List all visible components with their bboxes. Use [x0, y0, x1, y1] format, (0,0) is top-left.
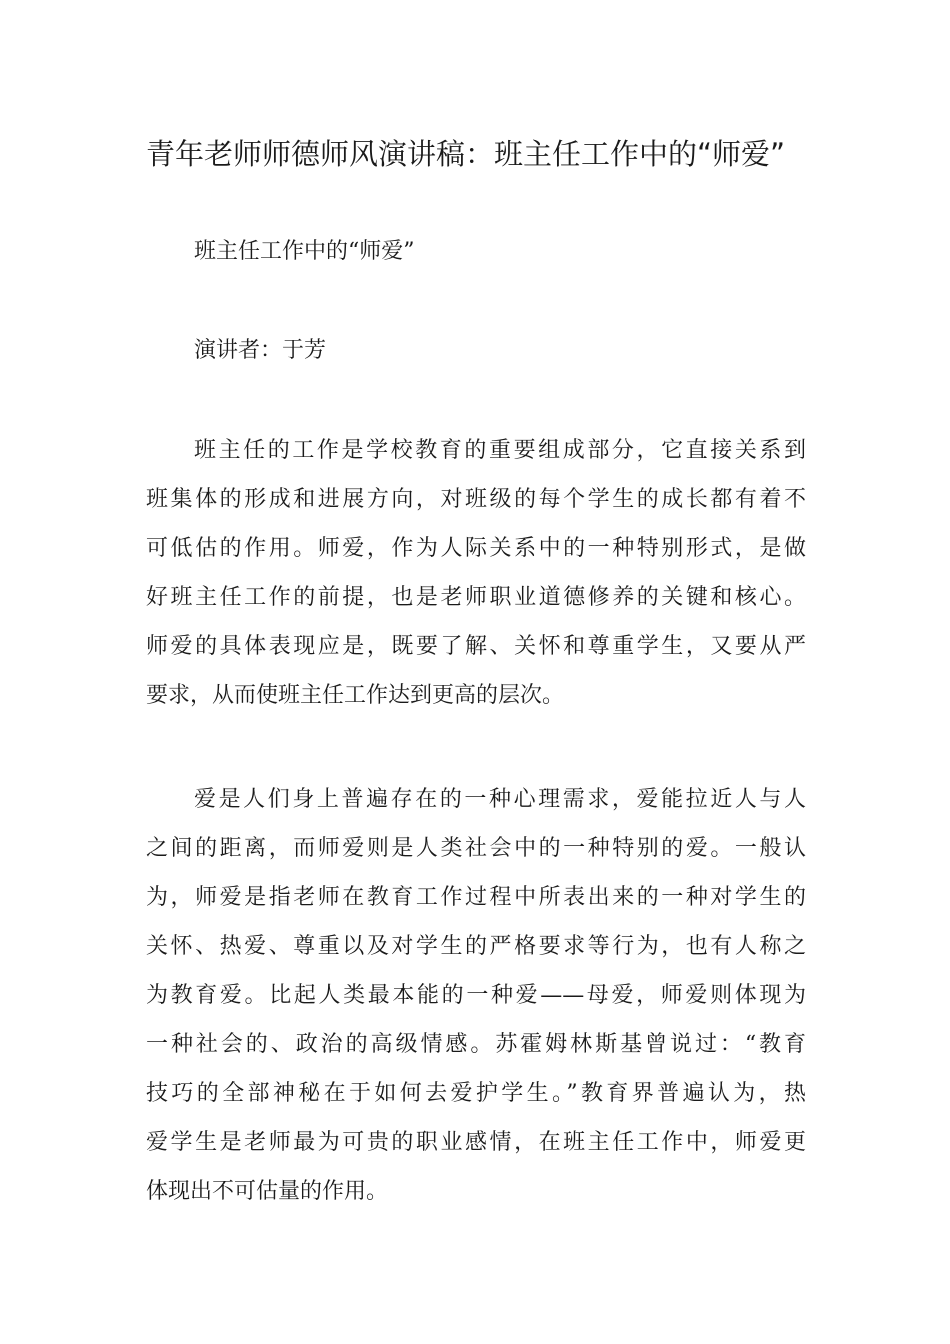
paragraph-line: 可低估的作用。师爱，作为人际关系中的一种特别形式，是做 [146, 536, 806, 561]
body-paragraph-2 [146, 775, 806, 1216]
paragraph-line: 要求，从而使班主任工作达到更高的层次。 [146, 683, 565, 708]
paragraph-line: 为，师爱是指老师在教育工作过程中所表出来的一种对学生的 [146, 885, 806, 910]
paragraph-line: 师爱的具体表现应是，既要了解、关怀和尊重学生，又要从严 [146, 634, 806, 659]
body-paragraph-1 [146, 426, 806, 720]
paragraph-line: 技巧的全部神秘在于如何去爱护学生。”教育界普遍认为，热 [146, 1081, 806, 1106]
paragraph-line: 一种社会的、政治的高级情感。苏霍姆林斯基曾说过：“教育 [146, 1032, 806, 1057]
paragraph-line: 好班主任工作的前提，也是老师职业道德修养的关键和核心。 [146, 585, 806, 610]
paragraph-line: 之间的距离，而师爱则是人类社会中的一种特别的爱。一般认 [146, 836, 806, 861]
paragraph-line: 爱是人们身上普遍存在的一种心理需求，爱能拉近人与人 [194, 787, 806, 812]
paragraph-line: 体现出不可估量的作用。 [146, 1179, 389, 1204]
document-title: 青年老师师德师风演讲稿：班主任工作中的“师爱” [146, 137, 786, 171]
document-subtitle: 班主任工作中的“师爱” [194, 239, 415, 264]
paragraph-line: 爱学生是老师最为可贵的职业感情，在班主任工作中，师爱更 [146, 1130, 806, 1155]
paragraph-line: 班主任的工作是学校教育的重要组成部分，它直接关系到 [194, 438, 806, 463]
paragraph-line: 班集体的形成和进展方向，对班级的每个学生的成长都有着不 [146, 487, 806, 512]
paragraph-line: 为教育爱。比起人类最本能的一种爱——母爱，师爱则体现为 [146, 983, 806, 1008]
paragraph-line: 关怀、热爱、尊重以及对学生的严格要求等行为，也有人称之 [146, 934, 806, 959]
speaker-line: 演讲者：于芳 [194, 338, 327, 363]
